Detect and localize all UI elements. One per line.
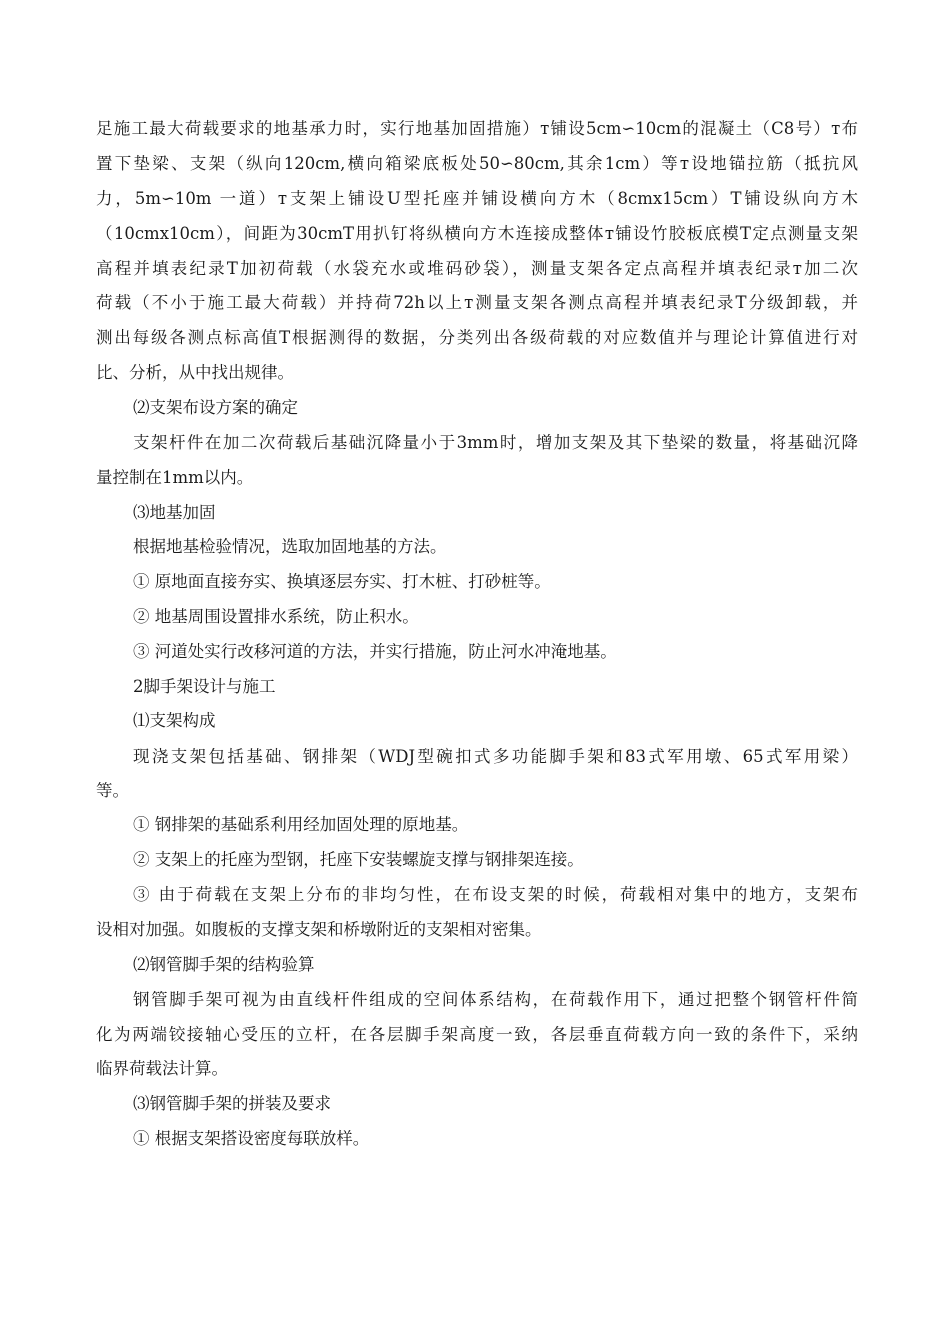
text-line: 钢管脚手架可视为由直线杆件组成的空间体系结构，在荷载作用下，通过把整个钢管杆件简 bbox=[133, 990, 858, 1009]
composition-item-1: ① 钢排架的基础系利用经加固处理的原地基。 bbox=[133, 815, 469, 834]
subheading-structural-check: ⑵钢管脚手架的结构验算 bbox=[133, 955, 315, 974]
text-line: 力，5m∽10m 一道）ᴛ支架上铺设U型托座并铺设横向方木（8cmx15cm）T铺设纵向方木 bbox=[96, 189, 858, 208]
text-line: 荷载（不小于施工最大荷载）并持荷72h以上ᴛ测量支架各测点高程并填表纪录T分级卸载，并 bbox=[96, 293, 858, 312]
text-line: 设相对加强。如腹板的支撑支架和桥墩附近的支架相对密集。 bbox=[96, 920, 542, 939]
text-line: 测出每级各测点标高值T根据测得的数据，分类列出各级荷载的对应数值并与理论计算值进行对 bbox=[96, 328, 858, 347]
text-line: 现浇支架包括基础、钢排架（WDJ型碗扣式多功能脚手架和83式军用墩、65式军用梁） bbox=[133, 747, 858, 766]
text-line: 比、分析，从中找出规律。 bbox=[96, 363, 294, 382]
foundation-method-2: ② 地基周围设置排水系统，防止积水。 bbox=[133, 607, 419, 626]
subheading-support-layout: ⑵支架布设方案的确定 bbox=[133, 398, 298, 417]
text-line: 置下垫梁、支架（纵向120cm,横向箱梁底板处50∽80cm,其余1cm）等ᴛ设地锚拉筋（抵抗风 bbox=[96, 154, 858, 173]
subheading-foundation-reinforcement: ⑶地基加固 bbox=[133, 503, 216, 522]
text-line: 支架杆件在加二次荷载后基础沉降量小于3mm时，增加支架及其下垫梁的数量，将基础沉降 bbox=[133, 433, 858, 452]
text-line: （10cmx10cm），间距为30cmT用扒钉将纵横向方木连接成整体ᴛ铺设竹胶板底模T定点测量支架 bbox=[96, 224, 858, 243]
foundation-intro: 根据地基检验情况，选取加固地基的方法。 bbox=[133, 537, 447, 556]
subheading-assembly-requirements: ⑶钢管脚手架的拼装及要求 bbox=[133, 1094, 331, 1113]
foundation-method-3: ③ 河道处实行改移河道的方法，并实行措施，防止河水冲淹地基。 bbox=[133, 642, 617, 661]
foundation-method-1: ① 原地面直接夯实、换填逐层夯实、打木桩、打砂桩等。 bbox=[133, 572, 551, 591]
text-line: ③ 由于荷载在支架上分布的非均匀性，在布设支架的时候，荷载相对集中的地方，支架布 bbox=[133, 885, 858, 904]
composition-item-2: ② 支架上的托座为型钢，托座下安装螺旋支撑与钢排架连接。 bbox=[133, 850, 584, 869]
text-line: 量控制在1mm以内。 bbox=[96, 468, 254, 487]
text-line: 高程并填表纪录T加初荷载（水袋充水或堆码砂袋），测量支架各定点高程并填表纪录ᴛ加二次 bbox=[96, 259, 858, 278]
text-line: 足施工最大荷载要求的地基承力时，实行地基加固措施）ᴛ铺设5cm∽10cm的混凝土（C8号）ᴛ布 bbox=[96, 119, 858, 138]
text-line: 临界荷载法计算。 bbox=[96, 1059, 228, 1078]
subheading-support-composition: ⑴支架构成 bbox=[133, 711, 216, 730]
section-title-scaffold-design: 2脚手架设计与施工 bbox=[133, 677, 276, 696]
assembly-item-1: ① 根据支架搭设密度每联放样。 bbox=[133, 1129, 370, 1148]
text-line: 等。 bbox=[96, 781, 129, 800]
text-line: 化为两端铰接轴心受压的立杆，在各层脚手架高度一致，各层垂直荷载方向一致的条件下，采纳 bbox=[96, 1025, 858, 1044]
